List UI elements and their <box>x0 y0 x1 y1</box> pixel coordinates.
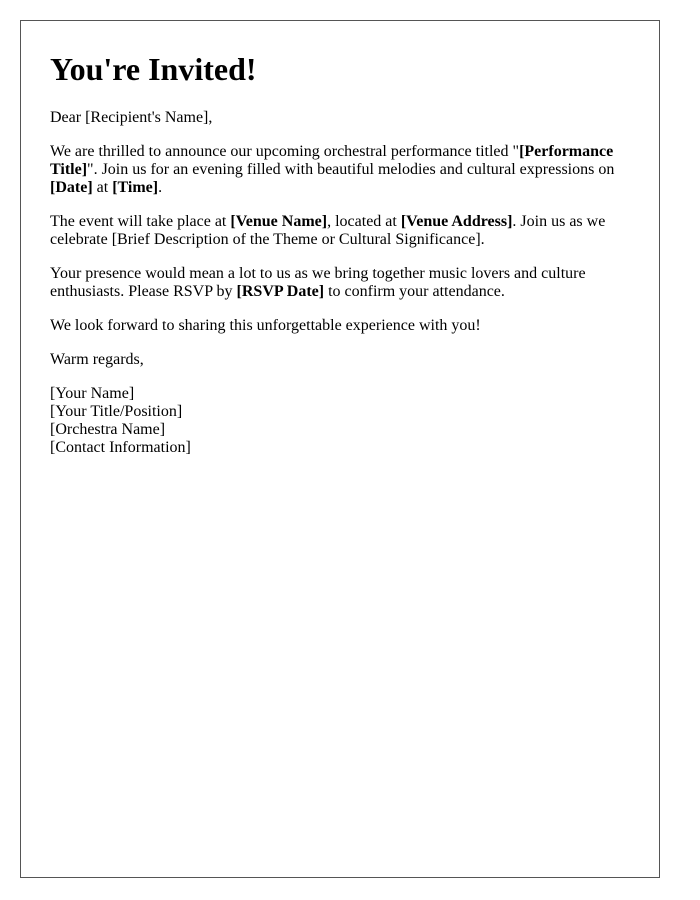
signature-title: [Your Title/Position] <box>50 403 183 420</box>
letter-title: You're Invited! <box>50 51 257 87</box>
p1-end: . <box>158 179 163 196</box>
signature-name: [Your Name] <box>50 385 135 402</box>
p2-before: The event will take place at <box>50 213 231 230</box>
p3-before: Your presence would mean a lot to us as we bring together music lovers and culture enthusiasts. Please RSVP by <box>50 265 586 300</box>
paragraph-closing-remark: We look forward to sharing this unforgettable experience with you! <box>50 317 481 334</box>
venue-name: [Venue Name] <box>230 213 328 230</box>
p1-before: We are thrilled to announce our upcoming orchestral performance titled " <box>50 143 520 160</box>
p2-middle: , located at <box>327 213 401 230</box>
p1-middle: ". Join us for an evening filled with beautiful melodies and cultural expressions on <box>87 161 615 178</box>
signature-contact: [Contact Information] <box>50 439 191 456</box>
rsvp-date: [RSVP Date] <box>236 283 325 300</box>
performance-title: [Performance Title] <box>50 143 614 178</box>
invitation-letter <box>20 20 660 878</box>
p1-at: at <box>92 179 113 196</box>
paragraph-rsvp <box>50 265 630 301</box>
venue-address: [Venue Address] <box>400 213 513 230</box>
paragraph-venue <box>50 213 630 249</box>
event-date: [Date] <box>50 179 93 196</box>
p3-end: to confirm your attendance. <box>324 283 505 300</box>
greeting: Dear [Recipient's Name], <box>50 109 213 126</box>
signature-block <box>50 385 630 457</box>
event-time: [Time] <box>112 179 159 196</box>
paragraph-announcement <box>50 143 630 197</box>
p2-end: . Join us as we celebrate [Brief Description of the Theme or Cultural Significance]. <box>50 213 606 248</box>
signature-orchestra: [Orchestra Name] <box>50 421 166 438</box>
closing: Warm regards, <box>50 351 144 368</box>
